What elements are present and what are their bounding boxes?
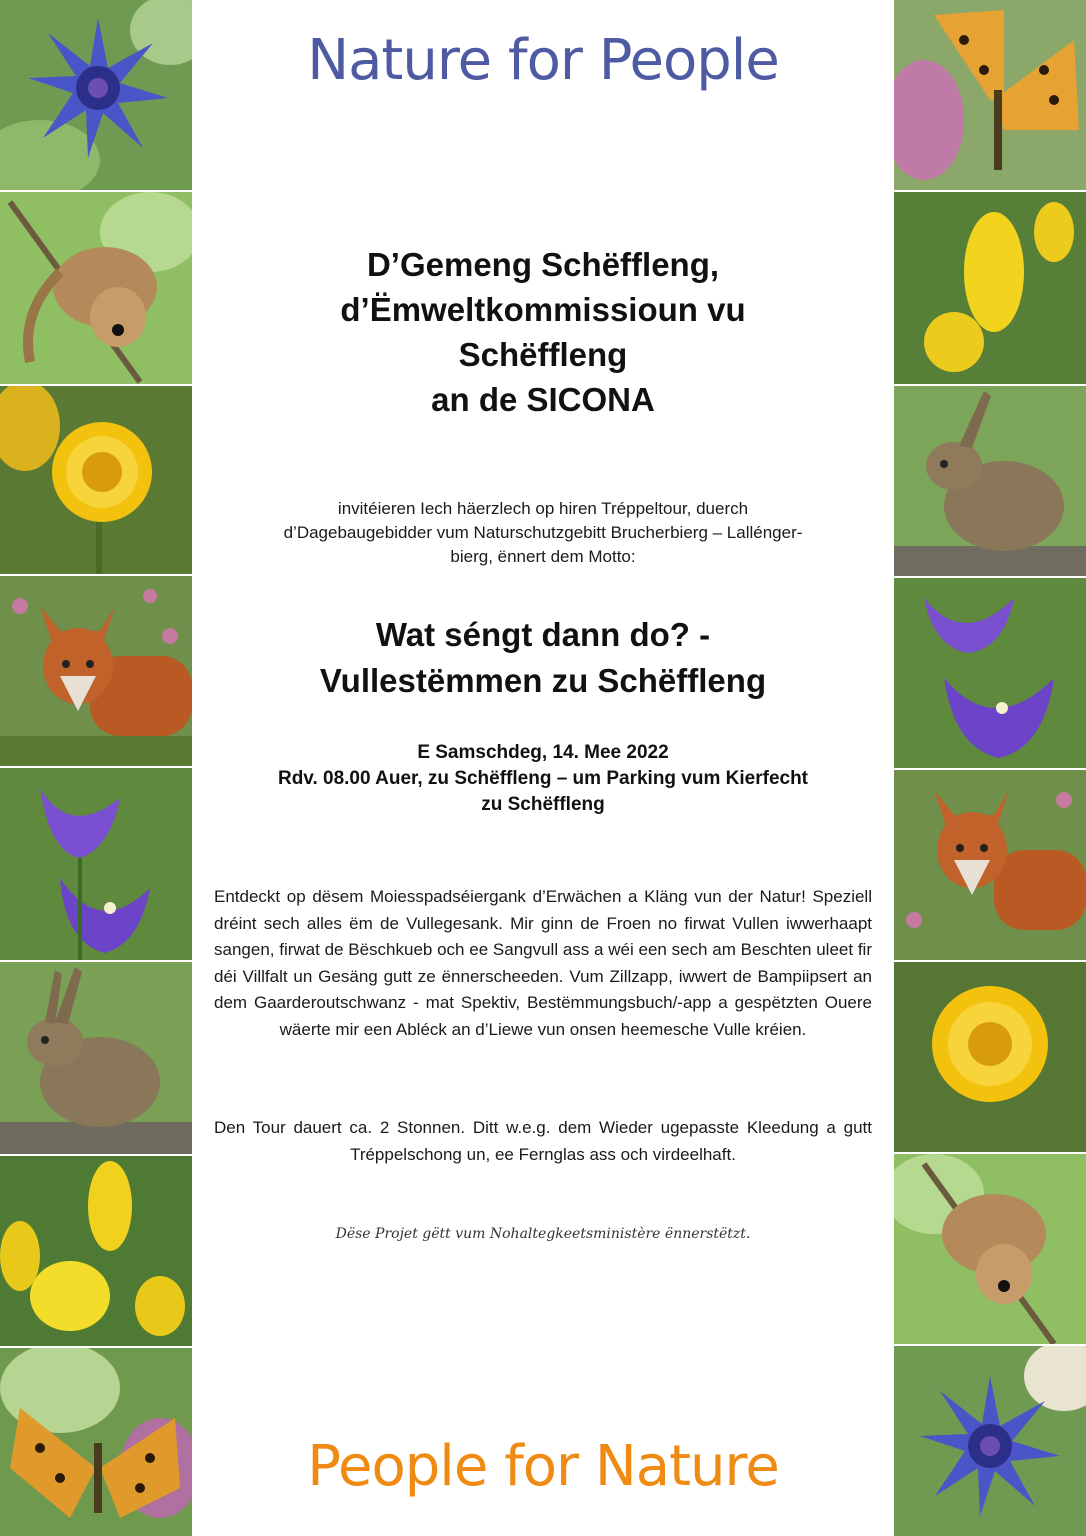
- yellow-daisy-photo: [894, 962, 1086, 1152]
- invitation-line: bierg, ënnert dem Motto:: [450, 547, 636, 566]
- left-photo-column: [0, 0, 192, 1536]
- dormouse-photo: [0, 192, 192, 384]
- organizers-line: d’Ëmweltkommissioun vu: [340, 291, 746, 328]
- description-paragraph: Den Tour dauert ca. 2 Stonnen. Ditt w.e.g. dem Wieder ugepasste Kleedung a gutt Tréppelschong un, ee Fernglas ass och virdeelhaft.: [214, 1118, 872, 1164]
- invitation-line: d’Dagebaugebidder vum Naturschutzgebitt Brucherbierg – Lallénger-: [283, 523, 803, 542]
- organizers-line: an de SICONA: [431, 381, 655, 418]
- event-details: [192, 740, 894, 818]
- fox-photo: [894, 770, 1086, 960]
- fox-photo: [0, 576, 192, 766]
- bellflower-photo: [0, 768, 192, 960]
- motto-line: Vullestëmmen zu Schëffleng: [319, 662, 767, 699]
- motto-line: Wat séngt dann do? -: [375, 616, 711, 653]
- cornflower-photo: [0, 0, 192, 190]
- poster-content: [192, 0, 894, 1536]
- description-paragraph: Entdeckt op dësem Moiesspadséiergank d’Erwächen a Kläng vun der Natur! Speziell dréint sech alles ëm de Vullegesank. Mir ginn de Froen no firwat Vullen iwwerhaapt sangen, firwat de Bëschkueb och ee Sangvull ass a wéi een sech am Beschten uleet fir déi Villfalt un Gesäng gutt ze ënnerscheeden. Vum Zillzapp, iwwert de Bampiipsert an dem Gaarderoutschwanz - mat Spektiv, Bestëmmungsbuch/-app a gespëtzten Ouere wäerte mir een Abléck an d’Liewe vun onsen heemesche Vulle kréien.: [214, 887, 872, 1039]
- support-note: Dëse Projet gëtt vum Nohaltegkeetsministère ënnerstëtzt.: [335, 1226, 751, 1242]
- right-photo-column: [894, 0, 1086, 1536]
- header-title: Nature for People: [307, 28, 779, 93]
- organizers-line: Schëffleng: [458, 336, 628, 373]
- invitation-line: invitéieren Iech häerzlech op hiren Tréppeltour, duerch: [337, 499, 749, 518]
- event-meeting-point: Rdv. 08.00 Auer, zu Schëffleng – um Parking vum Kierfecht: [277, 768, 809, 789]
- hare-photo: [894, 386, 1086, 576]
- dormouse-photo: [894, 1154, 1086, 1344]
- footer-title: People for Nature: [307, 1434, 779, 1499]
- bellflower-photo: [894, 578, 1086, 768]
- motto-heading: [192, 612, 894, 704]
- organizers-line: D’Gemeng Schëffleng,: [366, 246, 720, 283]
- event-date: E Samschdeg, 14. Mee 2022: [417, 742, 669, 763]
- hare-photo: [0, 962, 192, 1154]
- event-meeting-point: zu Schëffleng: [481, 794, 605, 815]
- butterfly-photo: [0, 1348, 192, 1536]
- cornflower-photo: [894, 1346, 1086, 1536]
- broom-photo: [894, 192, 1086, 384]
- butterfly-photo: [894, 0, 1086, 190]
- broom-photo: [0, 1156, 192, 1346]
- yellow-daisy-photo: [0, 386, 192, 574]
- invitation-text: [232, 497, 854, 569]
- organizers-heading: [192, 242, 894, 422]
